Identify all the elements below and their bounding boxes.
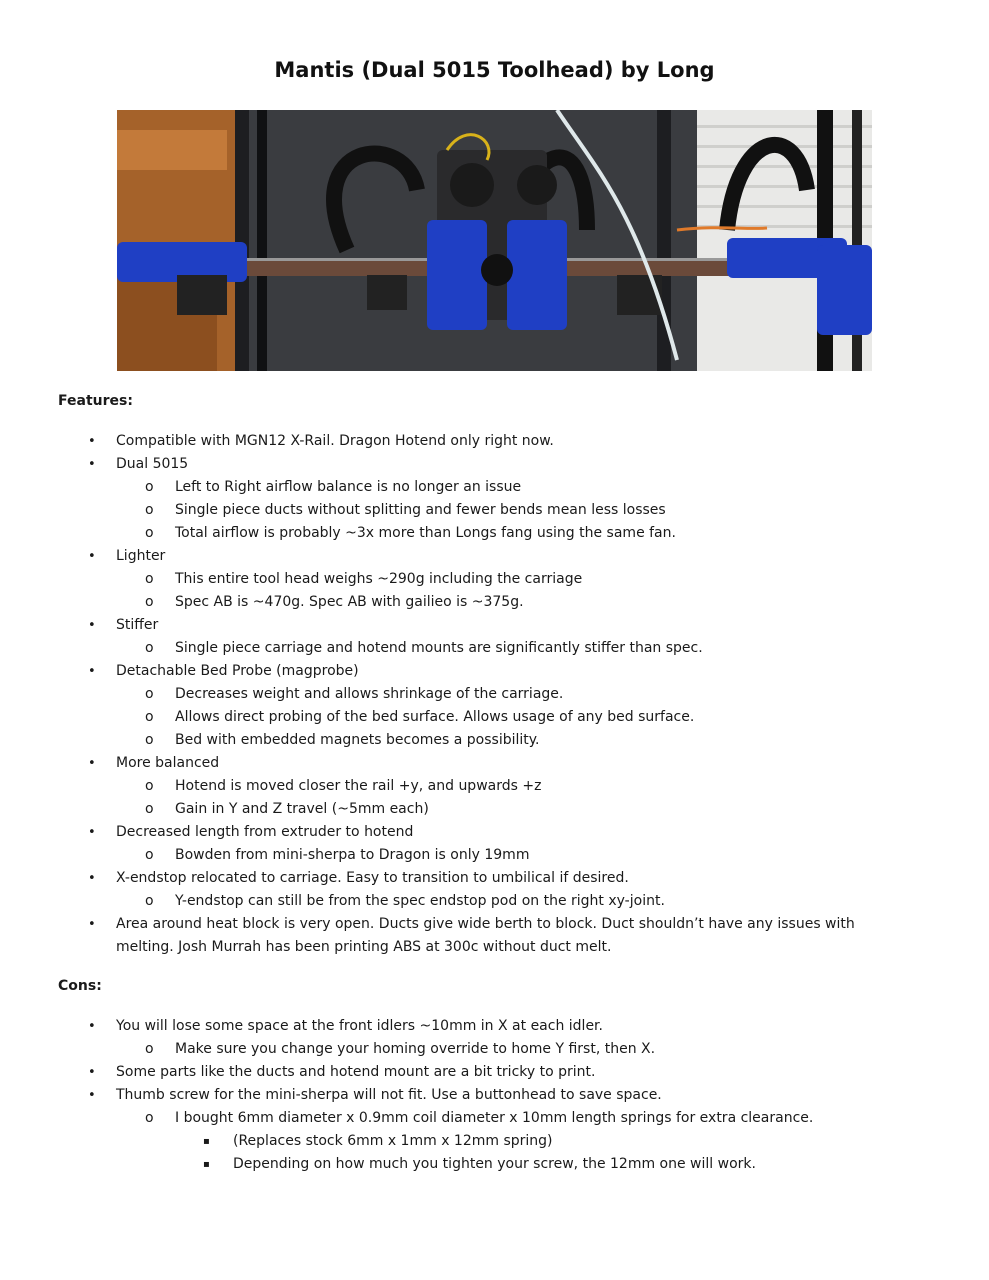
bullet-icon: o <box>145 1041 154 1057</box>
bullet-icon: • <box>88 434 96 449</box>
bullet-icon: o <box>145 594 154 610</box>
list-item: • Lighter <box>116 545 165 568</box>
list-item: • Dual 5015 <box>116 453 188 476</box>
list-item: • X-endstop relocated to carriage. Easy to transition to umbilical if desired. <box>116 867 629 890</box>
list-item: o Decreases weight and allows shrinkage of the carriage. <box>175 683 563 706</box>
list-item: o Left to Right airflow balance is no longer an issue <box>175 476 521 499</box>
list-item: o Spec AB is ~470g. Spec AB with gailieo is ~375g. <box>175 591 524 614</box>
bullet-icon: o <box>145 893 154 909</box>
printer-toolhead-photo <box>117 110 872 371</box>
list-item: • Stiffer <box>116 614 158 637</box>
bullet-icon: o <box>145 640 154 656</box>
list-item: o Y-endstop can still be from the spec endstop pod on the right xy-joint. <box>175 890 665 913</box>
bullet-icon: o <box>145 778 154 794</box>
bullet-icon: • <box>88 825 96 840</box>
bullet-icon: o <box>145 502 154 518</box>
list-item: o Allows direct probing of the bed surface. Allows usage of any bed surface. <box>175 706 694 729</box>
bullet-icon: o <box>145 709 154 725</box>
bullet-icon: • <box>88 917 96 932</box>
list-item: o Hotend is moved closer the rail +y, and upwards +z <box>175 775 541 798</box>
bullet-icon: o <box>145 479 154 495</box>
features-heading: Features: <box>58 393 133 409</box>
bullet-icon: o <box>145 525 154 541</box>
list-item: • More balanced <box>116 752 219 775</box>
bullet-icon: o <box>145 571 154 587</box>
list-item: o Single piece carriage and hotend mounts are significantly stiffer than spec. <box>175 637 703 660</box>
list-item: o Total airflow is probably ~3x more than Longs fang using the same fan. <box>175 522 676 545</box>
bullet-icon: • <box>88 549 96 564</box>
list-item: o Make sure you change your homing override to home Y first, then X. <box>175 1038 655 1061</box>
list-item: • Compatible with MGN12 X-Rail. Dragon Hotend only right now. <box>116 430 554 453</box>
list-item: o Bowden from mini-sherpa to Dragon is only 19mm <box>175 844 529 867</box>
bullet-icon: • <box>88 618 96 633</box>
bullet-icon: • <box>88 1019 96 1034</box>
bullet-icon: • <box>88 457 96 472</box>
list-item: o Gain in Y and Z travel (~5mm each) <box>175 798 429 821</box>
list-item: • Detachable Bed Probe (magprobe) <box>116 660 359 683</box>
document-title: Mantis (Dual 5015 Toolhead) by Long <box>274 58 715 82</box>
bullet-icon: o <box>145 686 154 702</box>
list-item: • You will lose some space at the front idlers ~10mm in X at each idler. <box>116 1015 603 1038</box>
bullet-icon: ▪ <box>203 1136 210 1147</box>
list-item: ▪ (Replaces stock 6mm x 1mm x 12mm spring) <box>233 1130 553 1153</box>
bullet-icon: o <box>145 732 154 748</box>
list-item: o Bed with embedded magnets becomes a possibility. <box>175 729 540 752</box>
bullet-icon: ▪ <box>203 1159 210 1170</box>
list-item: o Single piece ducts without splitting and fewer bends mean less losses <box>175 499 666 522</box>
bullet-icon: o <box>145 801 154 817</box>
bullet-icon: o <box>145 1110 154 1126</box>
bullet-icon: • <box>88 1065 96 1080</box>
list-item: o I bought 6mm diameter x 0.9mm coil diameter x 10mm length springs for extra clearance. <box>175 1107 813 1130</box>
list-item: o This entire tool head weighs ~290g including the carriage <box>175 568 582 591</box>
list-item: ▪ Depending on how much you tighten your screw, the 12mm one will work. <box>233 1153 756 1176</box>
list-item: • Thumb screw for the mini-sherpa will not fit. Use a buttonhead to save space. <box>116 1084 662 1107</box>
bullet-icon: • <box>88 756 96 771</box>
bullet-icon: • <box>88 664 96 679</box>
bullet-icon: • <box>88 871 96 886</box>
bullet-icon: • <box>88 1088 96 1103</box>
list-item: • Decreased length from extruder to hotend <box>116 821 413 844</box>
cons-heading: Cons: <box>58 978 102 994</box>
list-item: • Some parts like the ducts and hotend mount are a bit tricky to print. <box>116 1061 595 1084</box>
list-item: • Area around heat block is very open. Ducts give wide berth to block. Duct shouldn’t have any issues with melting. Josh Murrah has been printing ABS at 300c without duct melt. <box>116 913 906 959</box>
bullet-icon: o <box>145 847 154 863</box>
